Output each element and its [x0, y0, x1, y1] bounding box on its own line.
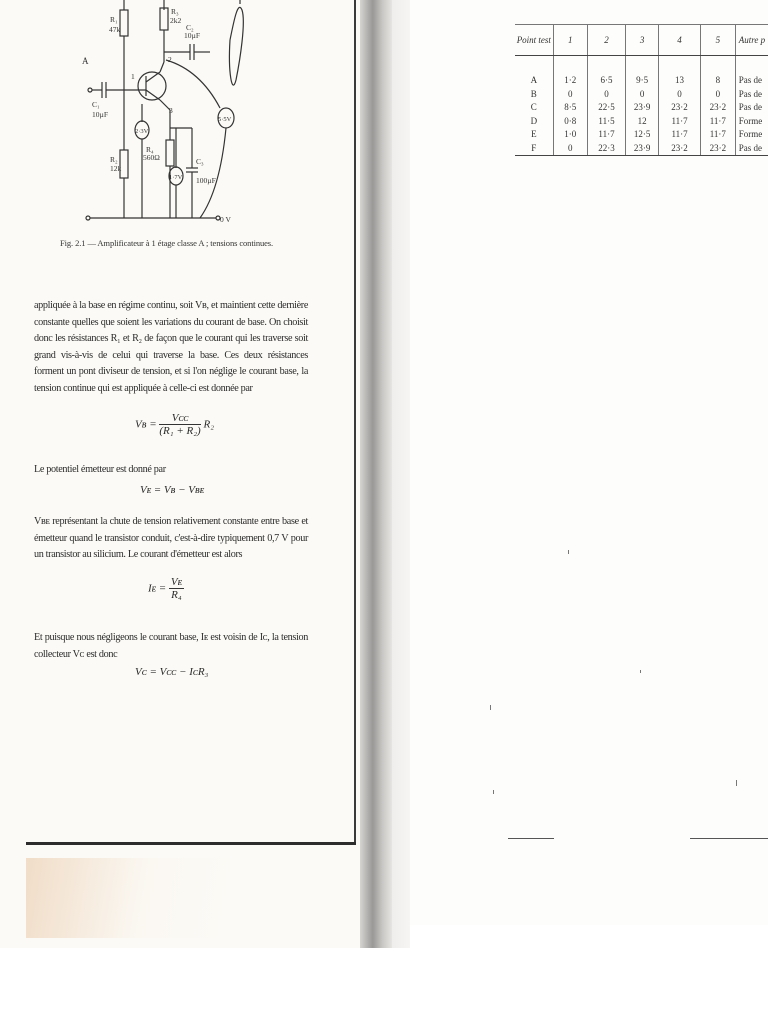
- node-1-label: 1: [131, 72, 135, 81]
- table-cell: 0·8: [553, 115, 587, 129]
- eq3-denominator: R₄: [171, 589, 182, 601]
- c1-value: 10µF: [92, 110, 108, 119]
- table-cell: A: [530, 75, 538, 85]
- eq3-fraction: [169, 576, 184, 602]
- r1-value: 47k: [109, 25, 121, 34]
- equation-collector-voltage: Vᴄ = Vᴄᴄ − IᴄR₃: [135, 666, 209, 678]
- table-cell: 0: [700, 88, 735, 102]
- paper-speck: [736, 780, 737, 786]
- paragraph-bias-intro: appliquée à la base en régime continu, soit Vʙ, et maintient cette dernière constante quelles que soient les variations du courant de base. On choisit donc les résistances R₁ et R₂ de façon que le courant qui les traverse soit grand vis-à-vis de celui qui traverse la base. Ces deux résistances forment un pont diviseur de tension, et si l'on néglige le courant base, la tension continue qui est appliquée à celle-ci est donnée par: [34, 300, 308, 394]
- table-cell: Pas de: [735, 88, 768, 102]
- table-cell: 6·5: [587, 74, 625, 88]
- table-cell: 11·7: [587, 128, 625, 142]
- table-header: 4: [659, 25, 701, 56]
- point-a-label: A: [82, 56, 89, 66]
- paragraph-emitter-potential: Le potentiel émetteur est donné par: [34, 464, 166, 475]
- table-cell: F: [515, 142, 553, 156]
- table-header-row: [515, 25, 768, 56]
- equation-emitter-voltage: Vᴇ = Vʙ − Vʙᴇ: [140, 484, 205, 496]
- table-cell: 23·9: [626, 101, 659, 115]
- table-cell: 1·2: [553, 74, 587, 88]
- table-cell: 11·5: [587, 115, 625, 129]
- paper-speck: [640, 670, 641, 673]
- circuit-diagram: [80, 0, 280, 230]
- eq1-denominator: (R₁ + R₂): [159, 425, 201, 437]
- emitter-voltage-reading: 1·7V: [169, 174, 183, 181]
- figure-caption: Fig. 2.1 — Amplificateur à 1 étage classe A ; tensions continues.: [60, 238, 274, 248]
- table-cell: 11·7: [700, 115, 735, 129]
- table-cell: Pas de: [735, 74, 768, 88]
- table-cell: 8: [700, 74, 735, 88]
- table-cell: 11·7: [700, 128, 735, 142]
- r3-label: R₃: [171, 7, 179, 16]
- r4-value: 560Ω: [143, 153, 160, 162]
- footnote-rule: [690, 838, 768, 839]
- page-edge-line: [354, 0, 356, 842]
- paper-speck: [490, 705, 491, 710]
- table-cell: 22·5: [587, 101, 625, 115]
- r3-value: 2k2: [170, 16, 182, 25]
- table-cell: 0: [587, 88, 625, 102]
- equation-emitter-current: [148, 576, 184, 602]
- table-cell: 23·2: [700, 142, 735, 156]
- paper-speck: [493, 790, 494, 794]
- eq1-lhs: Vʙ =: [135, 418, 157, 431]
- r4-label: R₄: [146, 145, 154, 154]
- table-cell: 12: [626, 115, 659, 129]
- eq3-lhs: Iᴇ =: [148, 582, 167, 595]
- table-header: Autre p: [735, 25, 768, 56]
- table-cell: 1·0: [553, 128, 587, 142]
- c2-label: C₂: [186, 23, 194, 32]
- table-header: 5: [700, 25, 735, 56]
- table-cell: 0: [553, 88, 587, 102]
- eq1-fraction: [159, 412, 200, 438]
- table-cell: 0: [626, 88, 659, 102]
- table-cell: Pas de: [735, 101, 768, 115]
- table-header: 3: [626, 25, 659, 56]
- r2-value: 12k: [110, 164, 122, 173]
- page-bottom-rule: [26, 842, 356, 845]
- equation-base-voltage: [135, 412, 214, 438]
- table-cell: 23·2: [659, 142, 701, 156]
- table-cell: 0: [553, 142, 587, 156]
- paragraph-collector: Et puisque nous négligeons le courant base, Iᴇ est voisin de Iᴄ, la tension collecteur Vᴄ est donc: [34, 632, 308, 660]
- paragraph-vbe: Vʙᴇ représentant la chute de tension relativement constante entre base et émetteur quand le transistor conduit, c'est-à-dire typiquement 0,7 V pour un transistor au silicium. Le courant d'émetteur est alors: [34, 516, 308, 561]
- footnote-rule: [508, 838, 554, 839]
- table-cell: Pas de: [735, 142, 768, 156]
- table-cell: 23·2: [700, 101, 735, 115]
- c2-value: 10µF: [184, 31, 200, 40]
- table-cell: 11·7: [659, 128, 701, 142]
- table-row: [515, 74, 768, 88]
- table-cell: C: [530, 102, 537, 112]
- c3-label: C₃: [196, 157, 204, 166]
- table-row: [515, 101, 768, 115]
- c1-label: C₁: [92, 100, 100, 109]
- table-header: Point test: [515, 25, 553, 56]
- r2-label: R₂: [110, 155, 118, 164]
- table-cell: B: [530, 88, 537, 99]
- table-cell: 9·5: [626, 74, 659, 88]
- r1-label: R₁: [110, 15, 118, 24]
- table-spacer-row: [515, 56, 768, 75]
- table-cell: Forme: [735, 128, 768, 142]
- collector-voltage-reading: 5·5V: [218, 116, 232, 123]
- node-3-label: 3: [169, 106, 173, 115]
- table-cell: 11·7: [659, 115, 701, 129]
- table-row: [515, 142, 768, 156]
- eq1-rhs: R₂: [203, 418, 215, 431]
- table-cell: E: [531, 129, 537, 139]
- table-cell: 22·3: [587, 142, 625, 156]
- book-gutter: [360, 0, 392, 948]
- paper-stain: [26, 858, 326, 938]
- table-cell: 0: [659, 88, 701, 102]
- c3-value: 100µF: [196, 176, 216, 185]
- table-cell: 8·5: [553, 101, 587, 115]
- table-row: [515, 115, 768, 129]
- table-cell: 12·5: [626, 128, 659, 142]
- table-header: 2: [587, 25, 625, 56]
- eq3-numerator: Vᴇ: [170, 576, 182, 588]
- paper-speck: [568, 550, 569, 554]
- node-2-label: 2: [168, 55, 172, 64]
- table-cell: 23·2: [659, 101, 701, 115]
- table-header: 1: [553, 25, 587, 56]
- table-cell: 23·9: [626, 142, 659, 156]
- eq1-numerator: Vᴄᴄ: [159, 412, 200, 425]
- table-cell: D: [530, 115, 538, 126]
- table-cell: 13: [659, 74, 701, 88]
- table-row: [515, 128, 768, 142]
- base-voltage-reading: 2·3V: [135, 128, 149, 135]
- ground-label: 0 V: [220, 215, 231, 224]
- test-point-table: [515, 24, 768, 156]
- table-row: [515, 88, 768, 102]
- table-cell: Forme: [735, 115, 768, 129]
- book-gutter-right: [392, 0, 410, 948]
